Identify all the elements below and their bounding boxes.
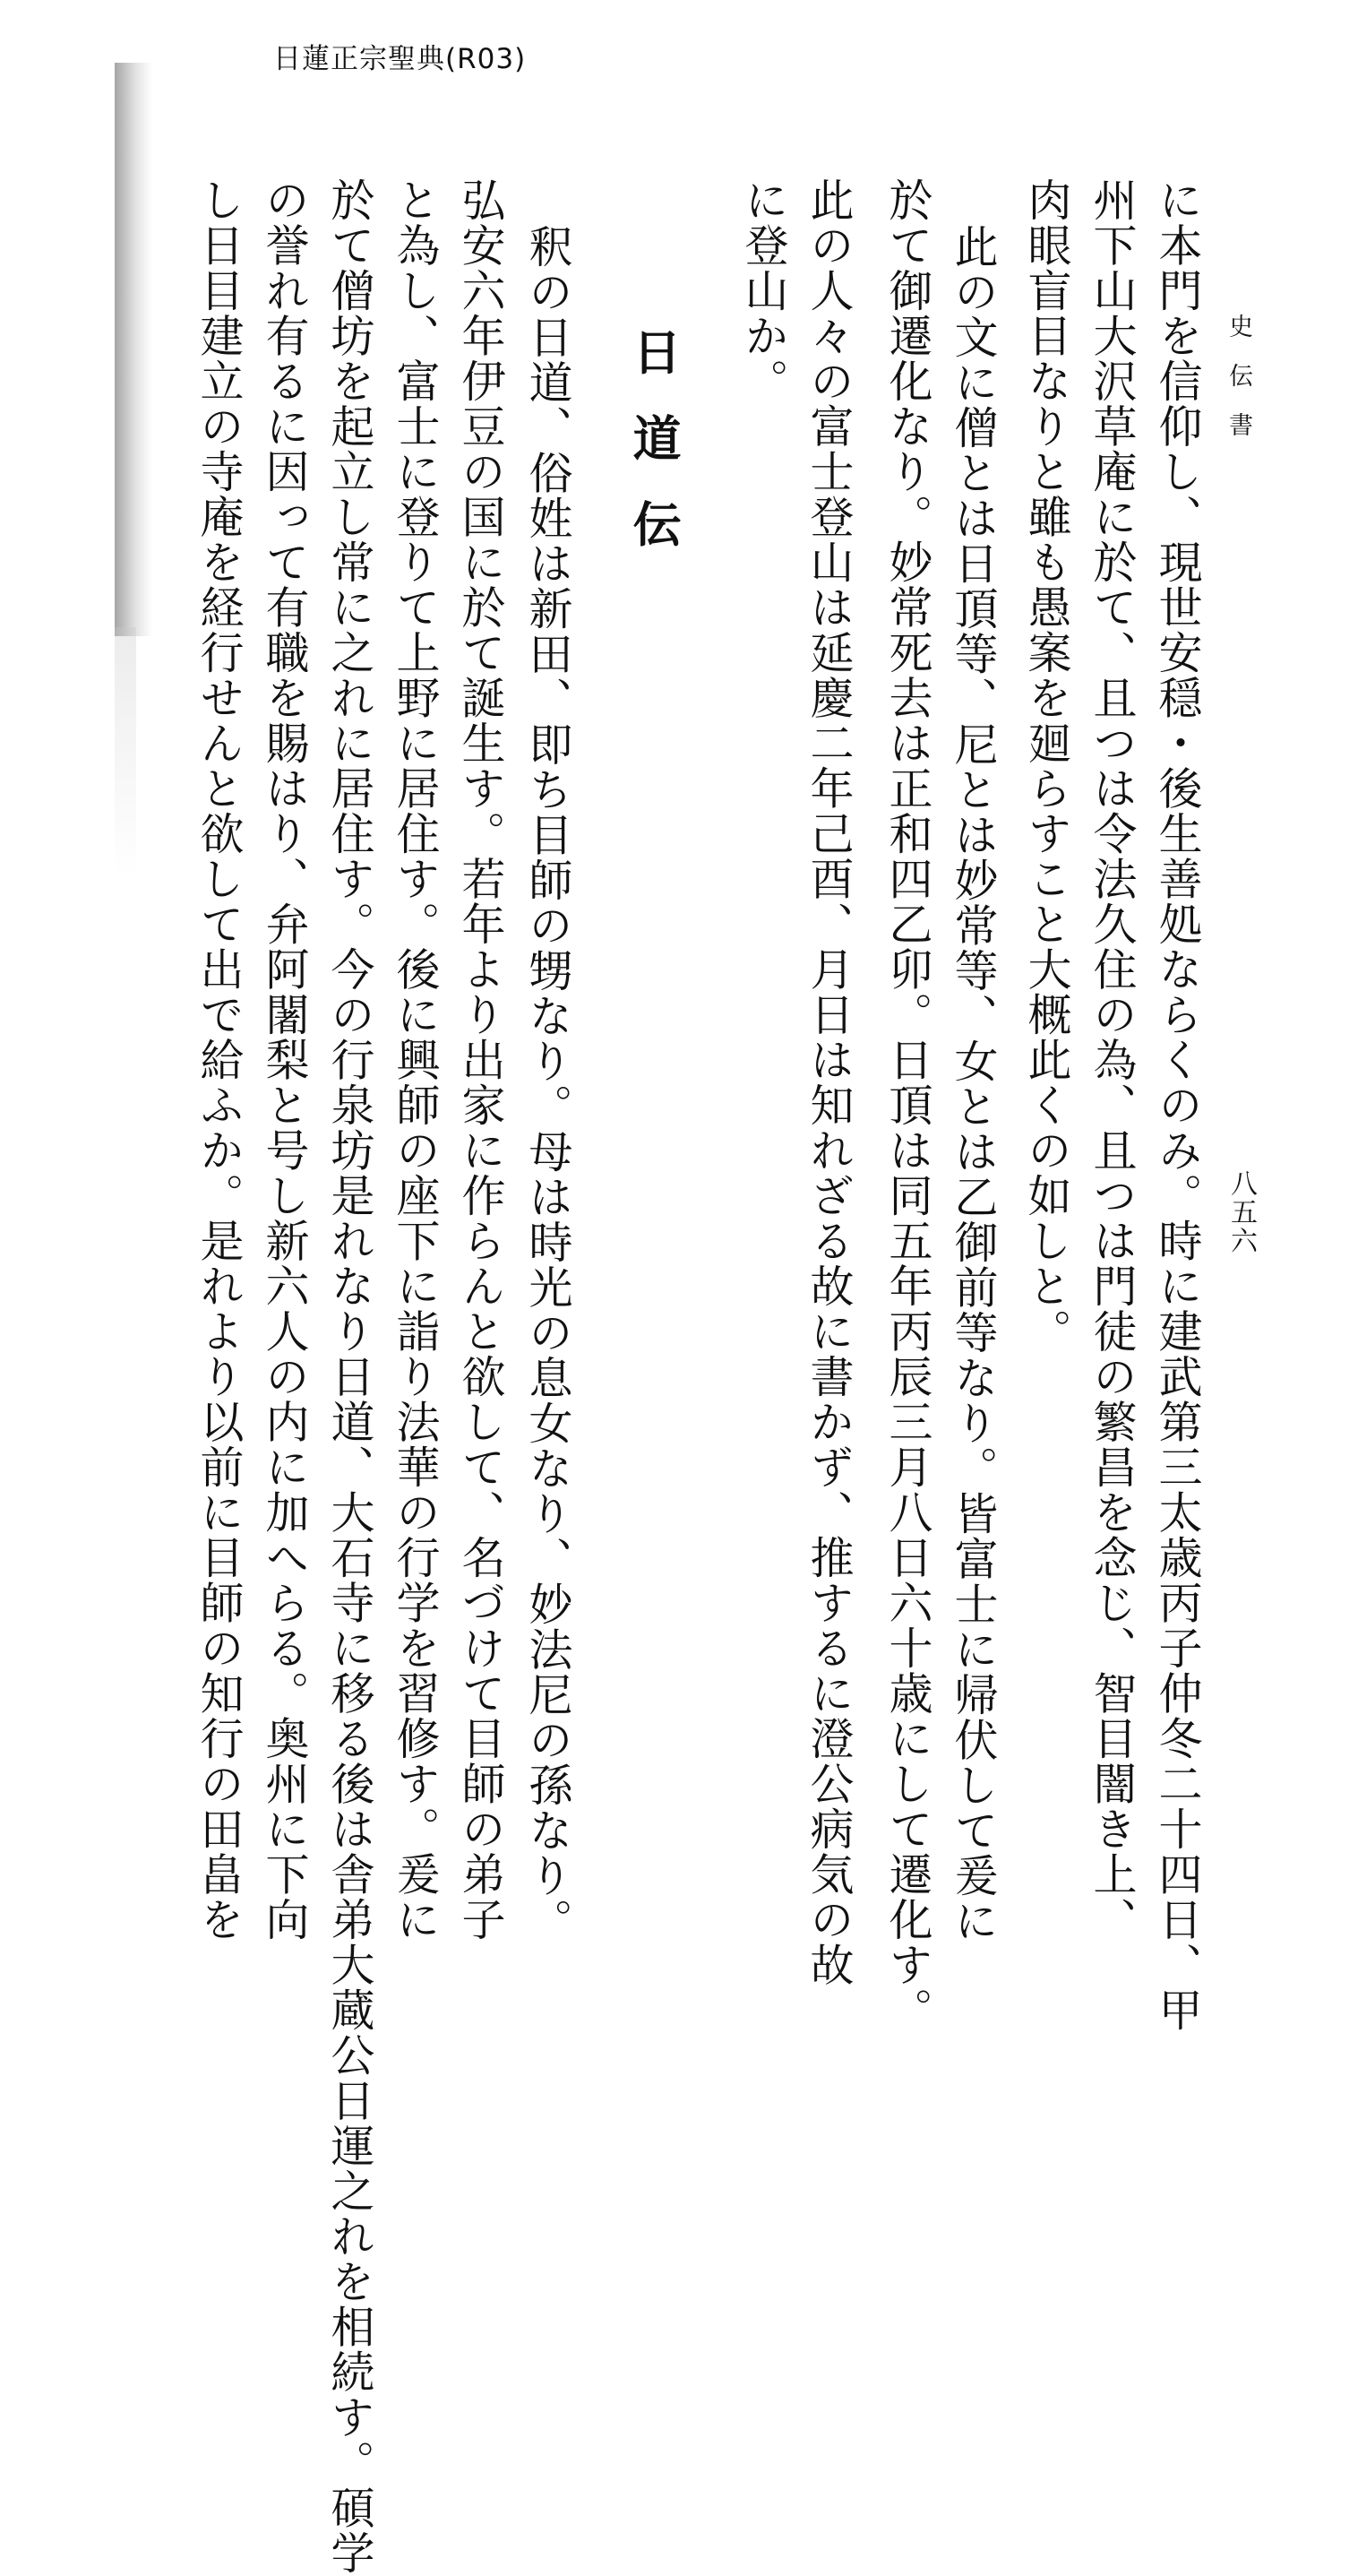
text-column-6: 此の人々の富士登山は延慶二年己酉、月日は知れざる故に書かず、推するに澄公病気の故 (804, 177, 855, 1987)
text-column-5: 於て御遷化なり。妙常死去は正和四乙卯。日頂は同五年丙辰三月八日六十歳にして遷化す。 (882, 177, 933, 2033)
text-column-1: に本門を信仰し、現世安穏・後生善処ならくのみ。時に建武第三太歳丙子仲冬二十四日、甲 (1152, 177, 1203, 2033)
text-column-13: し日目建立の寺庵を経行せんと欲して出で給ふか。是れより以前に目師の知行の田畠を (193, 177, 245, 1943)
book-title: 日蓮正宗聖典(R03) (273, 43, 527, 75)
text-column-4: 此の文に僧とは日頂等、尼とは妙常等、女とは乙御前等なり。皆富士に帰伏して爰に (948, 224, 999, 1943)
scan-shadow-lower (115, 627, 136, 878)
page-number: 八五六 (1225, 1169, 1257, 1255)
running-head: 史伝書 (1225, 314, 1252, 461)
text-column-3: 肉眼盲目なりと雖も愚案を廻らすこと大概此くの如しと。 (1021, 177, 1072, 1354)
scan-shadow (115, 63, 152, 636)
text-column-2: 州下山大沢草庵に於て、且つは令法久住の為、且つは門徒の繁昌を念じ、智目闇き上、 (1087, 177, 1138, 1943)
text-column-12: の誉れ有るに因って有職を賜はり、弁阿闍梨と号し新六人の内に加へらる。奥州に下向 (259, 177, 310, 1943)
text-column-10: と為し、富士に登りて上野に居住す。後に興師の座下に詣り法華の行学を習修す。爰に (390, 177, 441, 1943)
section-heading: 日道伝 (625, 327, 683, 585)
text-column-11: 於て僧坊を起立し常に之れに居住す。今の行泉坊是れなり日道、大石寺に移る後は舎弟大蔵公日運之れを相続す。碩学 (324, 177, 375, 2576)
text-column-9: 弘安六年伊豆の国に於て誕生す。若年より出家に作らんと欲して、名づけて目師の弟子 (455, 177, 506, 1943)
text-column-7: に登山か。 (738, 177, 789, 404)
text-column-8: 釈の日道、俗姓は新田、即ち目師の甥なり。母は時光の息女なり、妙法尼の孫なり。 (522, 224, 573, 1943)
